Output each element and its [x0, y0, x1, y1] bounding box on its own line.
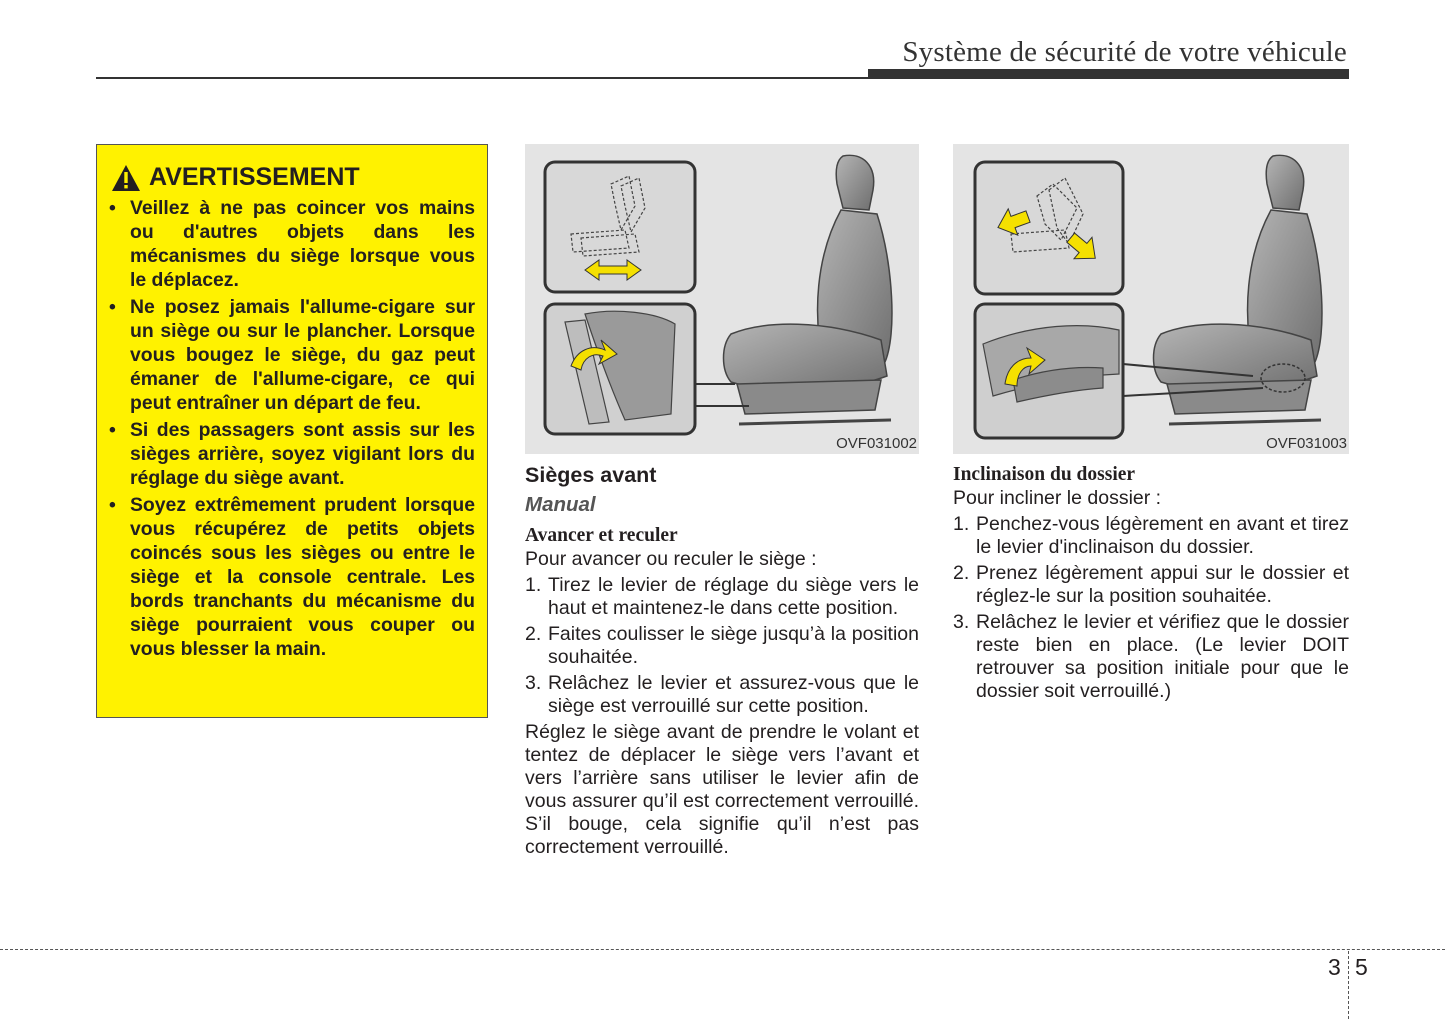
warning-heading [111, 163, 360, 192]
warning-item [109, 418, 475, 490]
step-item [525, 623, 919, 669]
warning-item-text: Soyez extrêmement prudent lorsque vous récupérez de petits objets coincés sous les sièges ou entre le siège et la console centrale. Les bords tranchants du mécanisme du siège pourraient vous couper ou vous blesser la main. [130, 494, 475, 660]
recline-section [953, 461, 1349, 706]
seat-icon [724, 155, 892, 424]
step-text: Tirez le levier de réglage du siège vers le haut et maintenez-le dans cette position. [548, 574, 919, 619]
header-rule-thick [868, 69, 1349, 79]
step-item [953, 513, 1349, 559]
steps-list [953, 513, 1349, 703]
subsection-heading: Inclinaison du dossier [953, 464, 1136, 485]
bullet: • [109, 494, 116, 516]
warning-item [109, 295, 475, 415]
warning-triangle-icon [111, 164, 141, 192]
step-number: 3. [953, 611, 970, 633]
warning-title: AVERTISSEMENT [149, 163, 360, 191]
header-rule-thin [96, 77, 868, 79]
intro-text: Pour avancer ou reculer le siège : [525, 548, 817, 570]
step-number: 1. [525, 574, 542, 596]
steps-list [525, 574, 919, 718]
warning-item-text: Si des passagers sont assis sur les sièges arrière, soyez vigilant lors du réglage du siège avant. [130, 419, 475, 489]
section-subtitle: Manual [525, 493, 596, 516]
section-title: Sièges avant [525, 463, 657, 487]
bullet: • [109, 419, 116, 441]
step-number: 1. [953, 513, 970, 535]
warning-item-text: Ne posez jamais l'allume-cigare sur un siège ou sur le plancher. Lorsque vous bougez le siège, du gaz peut émaner de l'allume-cigare, ce qui peut entraîner un départ de feu. [130, 296, 475, 414]
step-item [525, 574, 919, 620]
step-item [953, 562, 1349, 608]
figure-code: OVF031002 [836, 435, 917, 452]
seat-slide-illustration [525, 144, 919, 454]
warning-item-text: Veillez à ne pas coincer vos mains ou d'autres objets dans les mécanismes du siège lorsque vous le déplacez. [130, 197, 475, 291]
step-text: Relâchez le levier et assurez-vous que le siège est verrouillé sur cette position. [548, 672, 919, 717]
seat-recline-illustration [953, 144, 1349, 454]
warning-list [109, 196, 475, 664]
step-text: Relâchez le levier et vérifiez que le dossier reste bien en place. (Le levier DOIT retrouver sa position initiale pour que le dossier soit verrouillé.) [976, 611, 1349, 702]
intro-text: Pour incliner le dossier : [953, 487, 1162, 509]
seat-slide-drawing [525, 144, 919, 454]
step-number: 2. [953, 562, 970, 584]
subsection-heading: Avancer et reculer [525, 525, 678, 546]
seat-icon [1154, 155, 1322, 424]
footer-divider [1348, 951, 1349, 1019]
step-number: 2. [525, 623, 542, 645]
warning-box [96, 144, 488, 718]
figure-code: OVF031003 [1266, 435, 1347, 452]
step-text: Penchez-vous légèrement en avant et tirez le levier d'inclinaison du dossier. [976, 513, 1349, 558]
step-item [953, 611, 1349, 703]
warning-item [109, 196, 475, 292]
step-item [525, 672, 919, 718]
running-header-title: Système de sécurité de votre véhicule [902, 36, 1347, 68]
chapter-number: 3 [1328, 954, 1341, 980]
bullet: • [109, 197, 116, 219]
page-number: 5 [1355, 954, 1368, 980]
seat-recline-drawing [953, 144, 1349, 454]
step-text: Prenez légèrement appui sur le dossier et réglez-le sur la position souhaitée. [976, 562, 1349, 607]
step-number: 3. [525, 672, 542, 694]
note-paragraph: Réglez le siège avant de prendre le volant et tentez de déplacer le siège vers l’avant et vers l’arrière sans utiliser le levier afin de vous assurer qu’il est correctement verrouillé. S’il bouge, cela signifie qu’il n’est pas correctement verrouillé. [525, 721, 919, 858]
step-text: Faites coulisser le siège jusqu’à la position souhaitée. [548, 623, 919, 668]
front-seats-section [525, 461, 919, 859]
bullet: • [109, 296, 116, 318]
footer-rule [0, 949, 1445, 950]
warning-item [109, 493, 475, 661]
